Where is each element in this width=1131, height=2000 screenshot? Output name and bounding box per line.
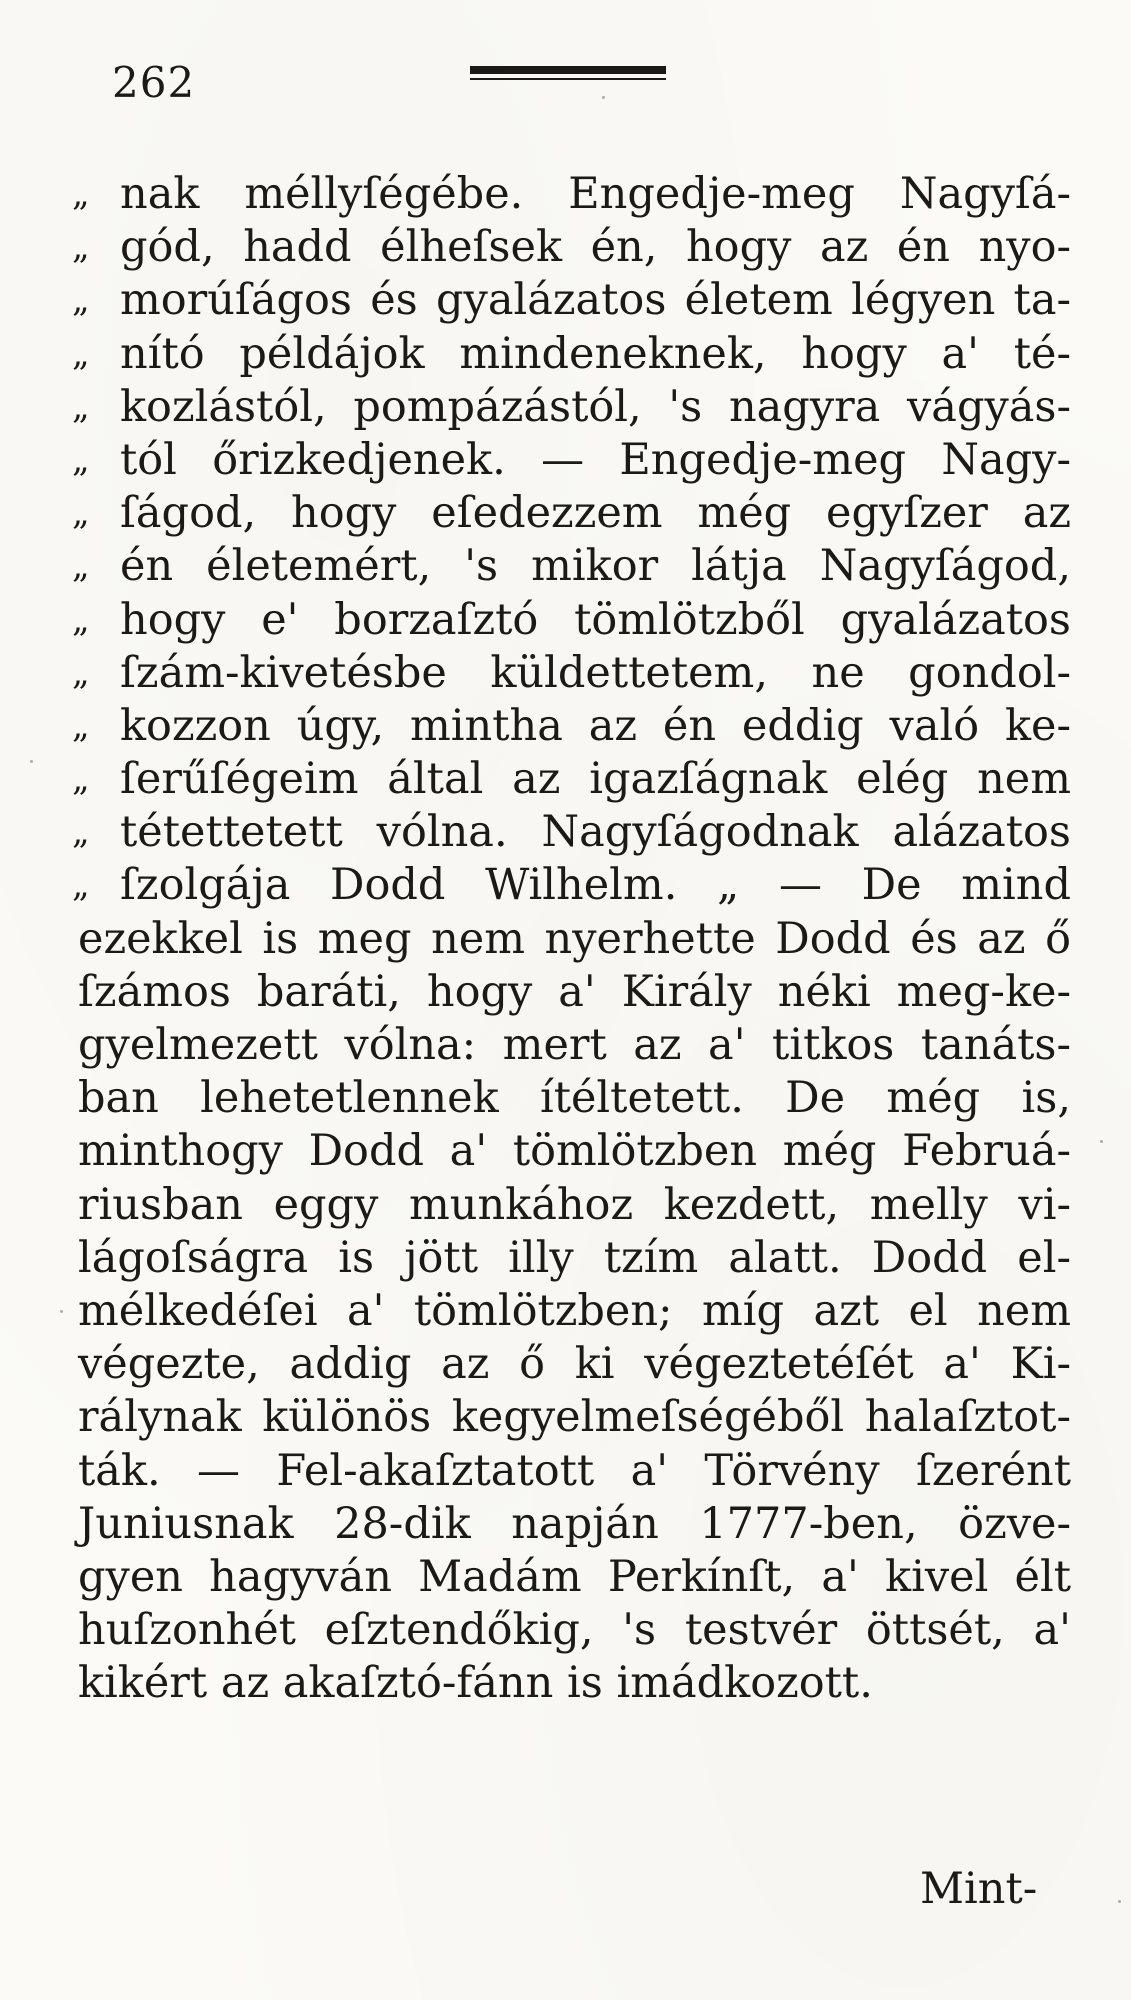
- quotation-mark: „: [72, 439, 90, 480]
- text-line: [0, 221, 1131, 274]
- line-text: ſerűſégeim által az igazſágnak elég nem: [120, 754, 1071, 805]
- quotation-mark: „: [72, 227, 90, 268]
- text-line: [0, 1657, 1131, 1710]
- line-text: ſágod, hogy eſedezzem még egyſzer az: [120, 488, 1071, 539]
- line-text: mélkedéſei a' tömlötzben; míg azt el nem: [78, 1285, 1071, 1336]
- text-line: [0, 434, 1131, 487]
- text-line: [0, 913, 1131, 966]
- text-line: [0, 1019, 1131, 1072]
- text-line: [0, 647, 1131, 700]
- text-line: [0, 1391, 1131, 1444]
- text-line: [0, 1072, 1131, 1125]
- quotation-mark: „: [72, 174, 90, 214]
- line-text: tétettetett vólna. Nagyſágodnak alázatos: [120, 807, 1071, 858]
- text-line: [0, 859, 1131, 912]
- line-text: ſzámos baráti, hogy a' Király néki meg-ke-: [78, 966, 1071, 1017]
- text-line: [0, 1445, 1131, 1498]
- line-text: ban lehetetlennek ítéltetett. De még is,: [78, 1073, 1071, 1124]
- text-line: [0, 1232, 1131, 1285]
- line-text: tól őrizkedjenek. — Engedje-meg Nagy-: [120, 434, 1071, 485]
- line-text: végezte, addig az ő ki végeztetéſét a' Ki-: [78, 1339, 1071, 1390]
- print-speck: [602, 96, 605, 99]
- line-text: gód, hadd élheſsek én, hogy az én nyo-: [120, 222, 1071, 273]
- page-number: 262: [112, 58, 196, 107]
- quotation-mark: „: [72, 705, 90, 746]
- line-text: kozlástól, pompázástól, 's nagyra vágyás-: [120, 381, 1071, 432]
- text-line: [0, 1285, 1131, 1338]
- text-line: [0, 1551, 1131, 1604]
- line-text: ezekkel is meg nem nyerhette Dodd és az ő: [78, 913, 1071, 964]
- line-text: gyen hagyván Madám Perkínſt, a' kivel élt: [78, 1551, 1071, 1602]
- line-text: huſzonhét eſztendőkig, 's testvér öttsét, a': [78, 1605, 1071, 1656]
- quotation-mark: „: [72, 652, 90, 693]
- ornament-thin-rule: [470, 78, 666, 80]
- text-line: [0, 168, 1131, 221]
- text-line: [0, 753, 1131, 806]
- text-line: [0, 700, 1131, 753]
- quotation-mark: „: [72, 280, 90, 321]
- line-text: riusban eggy munkához kezdett, melly vi-: [78, 1179, 1071, 1230]
- print-speck: [30, 760, 33, 763]
- text-line: [0, 328, 1131, 381]
- text-line: [0, 966, 1131, 1019]
- line-text: nak méllyſégébe. Engedje-meg Nagyſá-: [120, 169, 1071, 219]
- print-speck: [1118, 1900, 1121, 1903]
- quotation-mark: „: [72, 599, 90, 640]
- line-text: én életemért, 's mikor látja Nagyſágod,: [120, 541, 1071, 592]
- line-text: morúſágos és gyalázatos életem légyen ta-: [120, 275, 1071, 326]
- quotation-mark: „: [72, 812, 90, 853]
- text-line: [0, 806, 1131, 859]
- line-text: rálynak különös kegyelmeſségéből halaſztot-: [78, 1392, 1071, 1443]
- line-text: nító példájok mindeneknek, hogy a' té-: [120, 328, 1071, 379]
- text-line: [0, 274, 1131, 327]
- text-line: [0, 540, 1131, 593]
- text-line: [0, 594, 1131, 647]
- line-text: ſzám-kivetésbe küldettetem, ne gondol-: [120, 647, 1071, 698]
- ornament-thick-rule: [470, 66, 666, 74]
- quotation-mark: „: [72, 546, 90, 587]
- quotation-mark: „: [72, 865, 90, 906]
- text-line: [0, 1604, 1131, 1657]
- quotation-mark: „: [72, 386, 90, 427]
- header-rule-ornament: [470, 66, 666, 82]
- text-line: [0, 1179, 1131, 1232]
- line-text: ták. — Fel-akaſztatott a' Törvény ſzerént: [78, 1445, 1071, 1496]
- line-text: Juniusnak 28-dik napján 1777-ben, özve-: [78, 1498, 1071, 1549]
- print-speck: [60, 1310, 63, 1313]
- quotation-mark: „: [72, 333, 90, 374]
- text-line: [0, 1338, 1131, 1391]
- line-text: kikért az akaſztó-fánn is imádkozott.: [78, 1658, 873, 1709]
- quotation-mark: „: [72, 759, 90, 800]
- print-speck: [1100, 1140, 1103, 1143]
- catchword: Mint-: [920, 1864, 1038, 1914]
- text-line: [0, 487, 1131, 540]
- line-text: ſzolgája Dodd Wilhelm. „ — De mind: [120, 860, 1071, 911]
- body-text: [0, 168, 1131, 1710]
- text-line: [0, 1498, 1131, 1551]
- line-text: hogy e' borzaſztó tömlötzből gyalázatos: [120, 594, 1071, 645]
- line-text: gyelmezett vólna: mert az a' titkos tanáts-: [78, 1020, 1071, 1070]
- line-text: kozzon úgy, mintha az én eddig való ke-: [120, 700, 1071, 751]
- text-line: [0, 381, 1131, 434]
- text-line: [0, 1125, 1131, 1178]
- quotation-mark: „: [72, 493, 90, 534]
- line-text: lágoſságra is jött illy tzím alatt. Dodd el-: [78, 1232, 1071, 1283]
- line-text: minthogy Dodd a' tömlötzben még Februá-: [78, 1126, 1071, 1177]
